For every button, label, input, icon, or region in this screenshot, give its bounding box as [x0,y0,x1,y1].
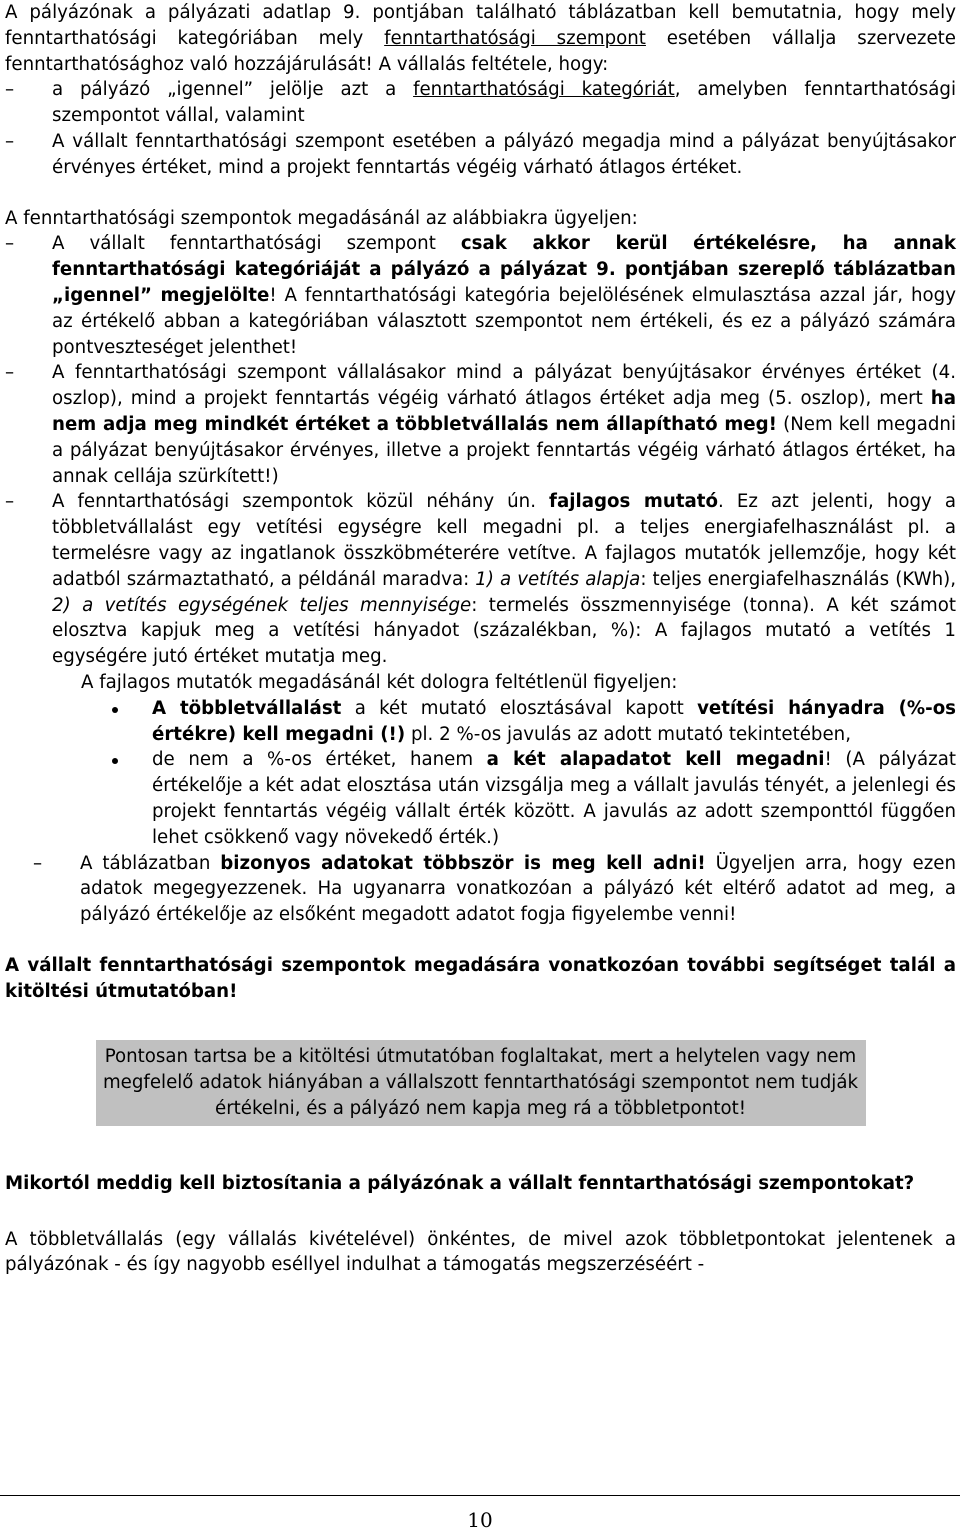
dash-marker: – [5,79,15,101]
rule-italic-text: 1) a vetítés alapja [475,568,641,590]
help-note-text: A vállalt fenntarthatósági szempontok megadására vonatkozóan további segítséget talál a kitöltési útmutatóban! [5,954,956,1002]
bullet-dot-icon [112,707,118,713]
bullet-item [5,696,956,748]
rules-heading: A fenntarthatósági szempontok megadásánál az alábbiakra ügyeljen: [5,207,638,229]
condition-list [5,77,956,180]
section-question-text: Mikortól meddig kell biztosítania a pályázónak a vállalt fenntarthatósági szempontokat? [5,1172,915,1194]
bullet-list [5,696,956,851]
rule-item [5,231,956,360]
help-note [5,953,956,1005]
rule-text-end: : termelés összmennyisége (tonna). A két számot elosztva kapjuk meg a vetítési hányadot (százalékban, %): A fajlagos mutató a vetítés 1 egységére jutó értéket mutatja meg. [52,594,956,668]
condition-text-end: , amelyben fenntarthatósági szempontot vállal, valamint [52,79,957,127]
bullet-bold-text: a két alapadatot kell megadni [486,749,825,771]
bullet-text-end: pl. 2 %-os javulás az adott mutató tekintetében, [405,723,851,745]
rules-list [5,231,956,670]
rule-text: A fenntarthatósági szempontok közül néhány ún. [52,491,550,513]
rule-text: A táblázatban [80,852,221,874]
condition-item [5,77,956,129]
bullet-text: de nem a %-os értéket, hanem [152,749,487,771]
bullet-bold-text: A többletvállalást [152,697,342,719]
dash-marker: – [5,130,15,152]
bullet-text: a két mutató elosztásával kapott [341,697,698,719]
dash-marker: – [5,362,15,384]
rule-item [5,489,956,670]
final-paragraph: A többletvállalás (egy vállalás kivételével) önkéntes, de mivel azok többletpontokat jelentenek a pályázónak - és így nagyobb eséllyel indulhat a támogatás megszerzéséért - [5,1228,956,1276]
condition-text: A vállalt fenntarthatósági szempont esetében a pályázó megadja mind a pályázat benyújtásakor érvényes értéket, mind a projekt fenntartás végéig várható átlagos értéket. [52,130,956,178]
condition-item [5,129,956,181]
condition-text: a pályázó „igennel” jelölje azt a [52,79,414,101]
footer-divider [0,1495,960,1496]
intro-underlined-text: fenntarthatósági szempont [384,27,646,49]
rule-text-end: (Nem kell megadni a pályázat benyújtásakor érvényes, illetve a projekt fenntartás végéig várható átlagos értéket, ha annak cellája szürkített!) [52,413,956,487]
attention-line: A fajlagos mutatók megadásánál két dologra feltétlenül figyeljen: [81,671,678,693]
bullet-dot-icon [112,758,118,764]
rule-text-end: Ügyeljen arra, hogy ezen adatok megegyezzenek. Ha ugyanarra vonatkozóan a pályázó két eltérő adatot ad meg, a pályázó értékelője az elsőként megadott adatot fogja figyelembe venni! [80,852,956,926]
rules-list-continued [5,851,956,928]
dash-marker: – [33,852,43,874]
rule-text: A vállalt fenntarthatósági szempont [52,233,461,255]
bullet-bold-text: vetítési hányadra (%-os értékre) kell megadni (!) [152,697,957,745]
warning-box: Pontosan tartsa be a kitöltési útmutatóban foglaltakat, mert a helytelen vagy nem megfelelő adatok hiányában a vállalszott fenntarthatósági szempontot nem tudják értékelni, és a pályázó nem kapja meg rá a többletpontot! [96,1040,866,1125]
intro-text-1: A pályázónak a pályázati adatlap 9. pontjában található táblázatban kell bemutatnia, hogy mely fenntarthatósági kategóriában mely [5,2,956,49]
dash-marker: – [5,491,15,513]
condition-underlined-text: fenntarthatósági kategóriát [413,79,675,101]
rule-item [5,360,956,489]
rule-bold-text: ha nem adja meg mindkét értéket a többletvállalás nem állapítható meg! [52,388,956,435]
bullet-item [5,747,956,850]
section-question [5,1171,956,1197]
rule-text-end: ! A fenntarthatósági kategória bejelölésének elmulasztása azzal jár, hogy az értékelő abban a kategóriában választott szempontot nem értékeli, és ez a pályázó számára pontveszteséget jelenthet! [52,284,956,358]
intro-paragraph [5,0,956,77]
dash-marker: – [5,233,15,255]
document-page [5,0,956,1278]
rule-italic-text: 2) a vetítés egységének teljes mennyisége [52,594,472,616]
bullet-text-end: ! (A pályázat értékelője a két adat elosztása után vizsgálja meg a vállalt javulás tényét, a jelenlegi és projekt fenntartás végéig vállalt érték között. A javulás az adott szemponttól függően lehet csökkenő vagy növekedő érték.) [152,749,956,848]
rule-text: A fenntarthatósági szempont vállalásakor mind a pályázat benyújtásakor érvényes értéket (4. oszlop), mind a projekt fenntartás végéig várható átlagos értéket adja meg (5. oszlop), mert [52,362,956,410]
rule-bold-text: bizonyos adatokat többször is meg kell adni! [220,852,706,874]
rule-item [5,851,956,928]
rule-text-mid: : teljes energiafelhasználás (KWh), [640,568,956,590]
intro-text-2: esetében vállalja szervezete fenntarthatósághoz való hozzájárulását! A vállalás feltétele, hogy: [5,27,956,75]
rule-bold-text: csak akkor kerül értékelésre, ha annak fenntarthatósági kategóriáját a pályázó a pályázat 9. pontjában szereplő táblázatban „igennel” megjelölte [52,233,956,306]
rule-bold-text: fajlagos mutató [549,491,718,513]
page-number: 10 [467,1508,493,1532]
rule-text-mid: . Ez azt jelenti, hogy a többletvállalást egy vetítési egységre kell megadni pl. a teljes energiafelhasználást pl. a termelésre vagy az ingatlanok összköbméterére vetítve. A fajlagos mutatók jellemzője, hogy két adatból származtatható, a példánál maradva: [52,491,956,590]
